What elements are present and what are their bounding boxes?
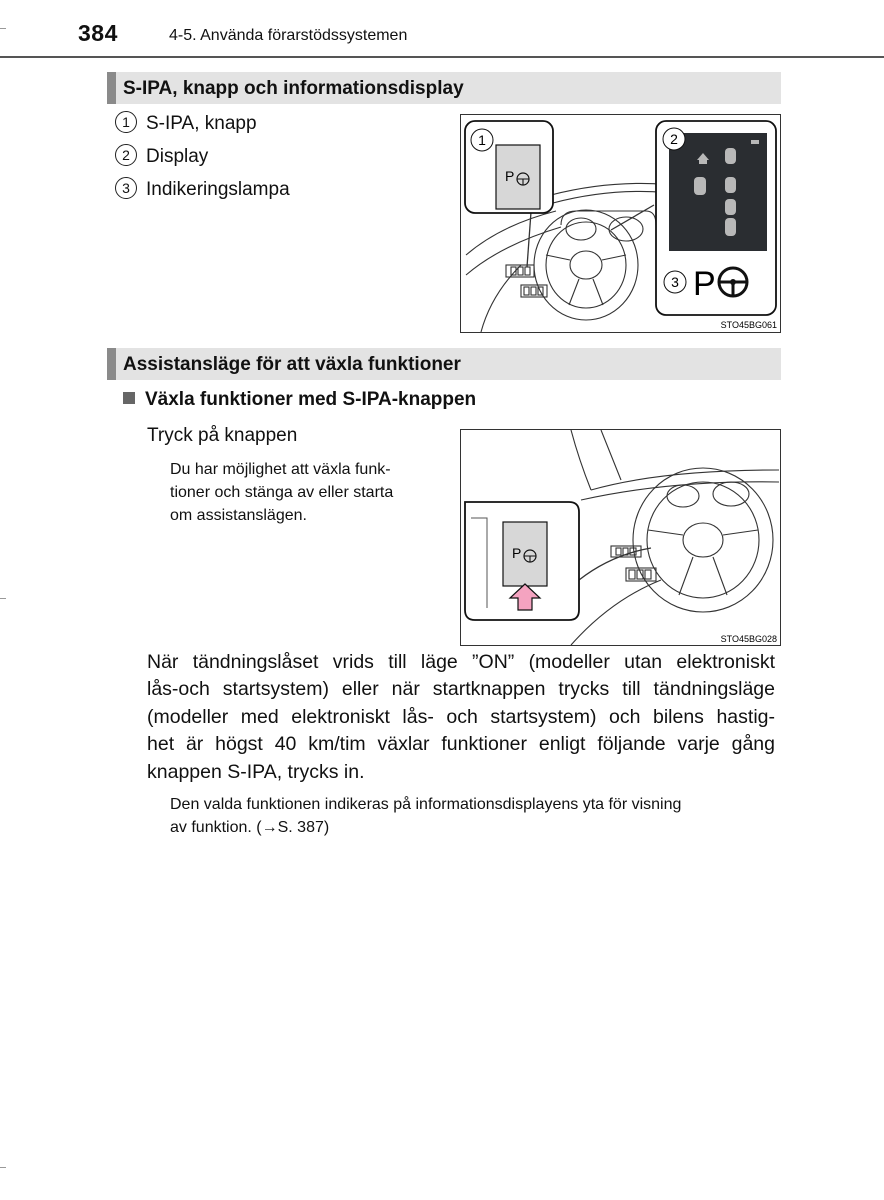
figure-code: STO45BG061 <box>720 320 777 330</box>
callout-3: 3 <box>671 274 679 290</box>
legend-item-1 <box>115 111 257 135</box>
square-bullet-icon <box>123 392 135 404</box>
legend-label: Display <box>146 146 209 167</box>
indicator-glyph-text: P <box>693 265 716 303</box>
legend-item-3 <box>115 177 290 201</box>
figure-sipa-button <box>460 429 781 646</box>
section-title: S-IPA, knapp och informationsdisplay <box>123 78 464 99</box>
note-line: av funktion. (→S. 387) <box>170 819 330 836</box>
callout-number: 2 <box>115 144 137 166</box>
legend-label: S-IPA, knapp <box>146 113 257 134</box>
margin-tick <box>0 598 6 599</box>
sub-heading <box>123 389 476 411</box>
legend-item-2 <box>115 144 208 168</box>
legend-label: Indikeringslampa <box>146 179 290 200</box>
figure-code: STO45BG028 <box>720 634 777 644</box>
body-line: När tändningslåset vrids till läge ”ON” (modeller utan elektroniskt <box>147 651 775 673</box>
margin-tick <box>0 28 6 29</box>
callout-2: 2 <box>670 131 678 147</box>
body-line: lås-och startsystem) eller när startknappen trycks till tändningsläge <box>147 678 775 701</box>
body-line: het är högst 40 km/tim växlar funktioner enligt följande varje gång <box>147 733 775 756</box>
step-note-line: om assistanslägen. <box>170 507 307 524</box>
figure-dashboard-sipa <box>460 114 781 333</box>
step-note-line: tioner och stänga av eller starta <box>170 484 394 501</box>
step-text: Tryck på knappen <box>147 425 298 446</box>
header-rule <box>0 56 884 58</box>
page-number: 384 <box>78 20 118 46</box>
button-glyph-text: P <box>505 168 515 184</box>
section-title: Assistansläge för att växla funktioner <box>123 354 461 375</box>
sub-heading-text: Växla funktioner med S-IPA-knappen <box>145 389 477 410</box>
callout-1: 1 <box>478 132 486 148</box>
section-heading-assist <box>107 348 781 380</box>
button-illustration <box>461 430 780 645</box>
function-note <box>170 793 776 839</box>
body-paragraph <box>147 649 775 786</box>
dashboard-illustration <box>461 115 780 332</box>
chapter-title: 4-5. Använda förarstödssystemen <box>169 27 408 44</box>
callout-number: 1 <box>115 111 137 133</box>
note-line: Den valda funktionen indikeras på informationsdisplayens yta för visning <box>170 796 682 813</box>
body-line: knappen S-IPA, trycks in. <box>147 760 365 783</box>
margin-tick <box>0 1167 6 1168</box>
step-note-line: Du har möjlighet att växla funk- <box>170 461 391 478</box>
callout-number: 3 <box>115 177 137 199</box>
body-line: (modeller med elektroniskt lås- och startsystem) och bilens hastig- <box>147 705 775 728</box>
step-note <box>170 458 393 527</box>
button-glyph-text: P <box>512 545 522 561</box>
section-heading-sipa <box>107 72 781 104</box>
